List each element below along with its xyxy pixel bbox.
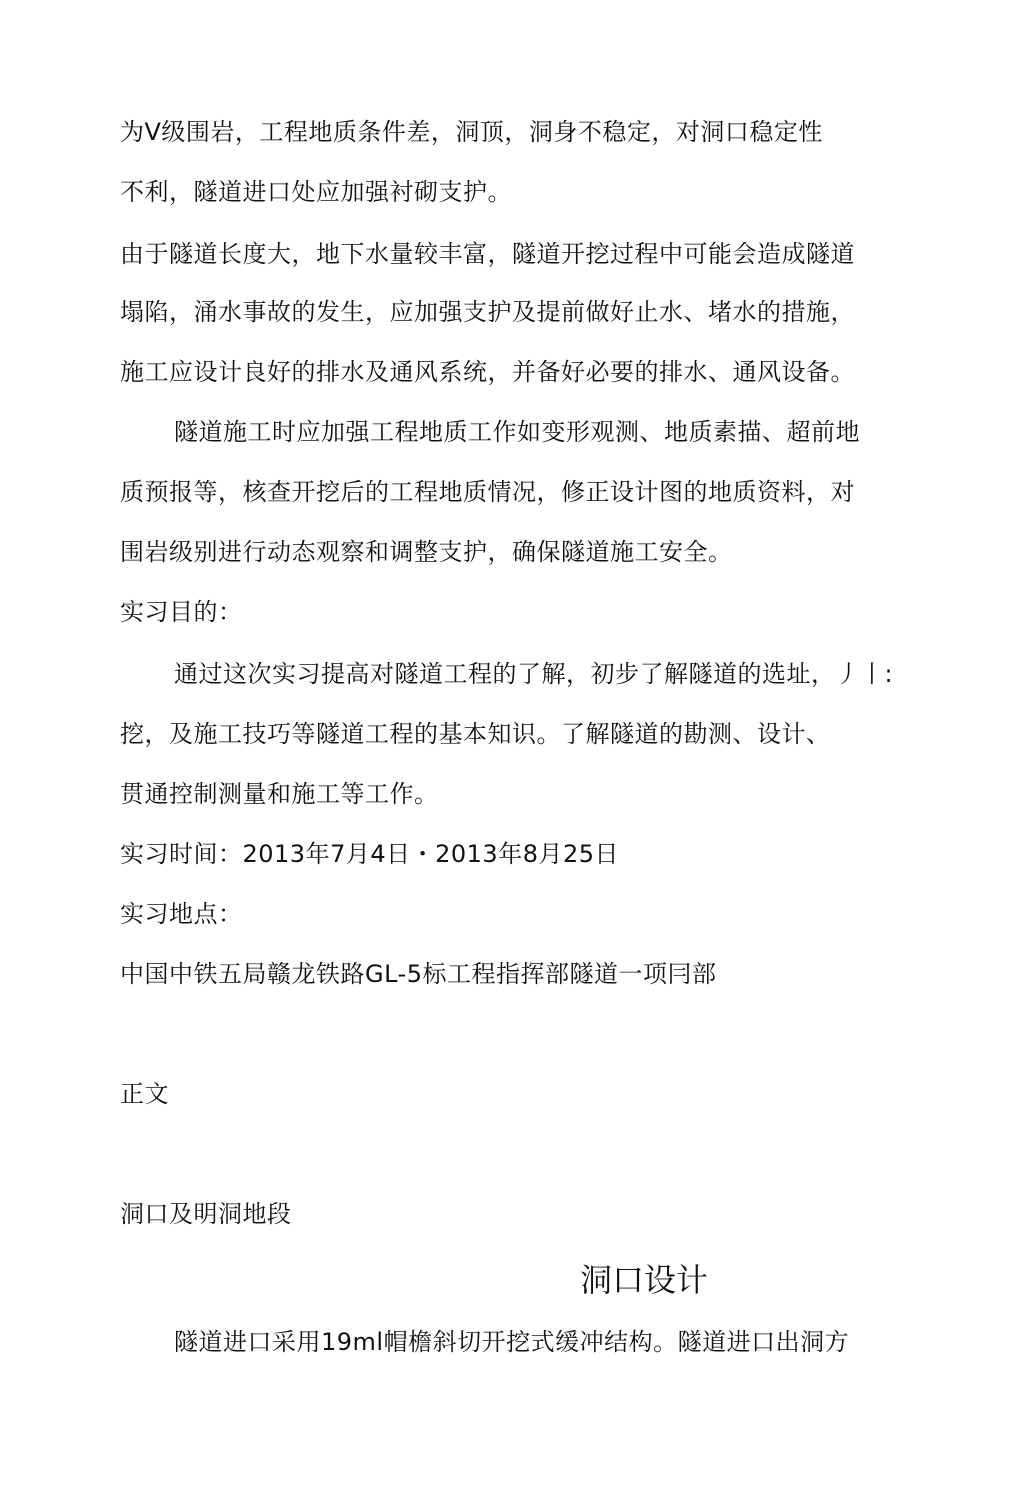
text-line: 围岩级别进行动态观察和调整支护，确保隧道施工安全。 <box>120 538 733 566</box>
text-line: 塌陷，涌水事故的发生，应加强支护及提前做好止水、堵水的措施， <box>120 298 855 326</box>
text-line: 为V级围岩，工程地质条件差，洞顶，洞身不稳定，对洞口稳定性 <box>120 118 823 146</box>
section-heading: 洞口设计 <box>580 1261 709 1299</box>
text-line: 挖，及施工技巧等隧道工程的基本知识。了解隧道的勘测、设计、 <box>120 720 831 748</box>
text-line: 不利，隧道进口处应加强衬砌支护。 <box>120 178 512 206</box>
text-line: 施工应设计良好的排水及通风系统，并备好必要的排水、通风设备。 <box>120 358 855 386</box>
section-label-location: 实习地点： <box>120 900 243 928</box>
section-label-purpose: 实习目的： <box>120 598 243 626</box>
subsection-title: 洞口及明洞地段 <box>120 1200 292 1228</box>
text-line: 贯通控制测量和施工等工作。 <box>120 780 439 808</box>
text-line: 通过这次实习提高对隧道工程的了解，初步了解隧道的选址，丿丨: <box>174 660 894 688</box>
text-line: 质预报等，核查开挖后的工程地质情况，修正设计图的地质资料，对 <box>120 478 855 506</box>
main-text-label: 正文 <box>120 1080 169 1108</box>
internship-location: 中国中铁五局赣龙铁路GL-5标工程指挥部隧道一项冃部 <box>120 960 717 988</box>
text-line: 隧道施工时应加强工程地质工作如变形观测、地质素描、超前地 <box>174 418 860 446</box>
text-line: 隧道进口采用19ml帽檐斜切开挖式缓冲结构。隧道进口出洞方 <box>174 1328 850 1356</box>
text-line: 由于隧道长度大，地下水量较丰富，隧道开挖过程中可能会造成隧道 <box>120 240 855 268</box>
internship-time: 实习时间：2013年7月4日・2013年8月25日 <box>120 840 620 868</box>
